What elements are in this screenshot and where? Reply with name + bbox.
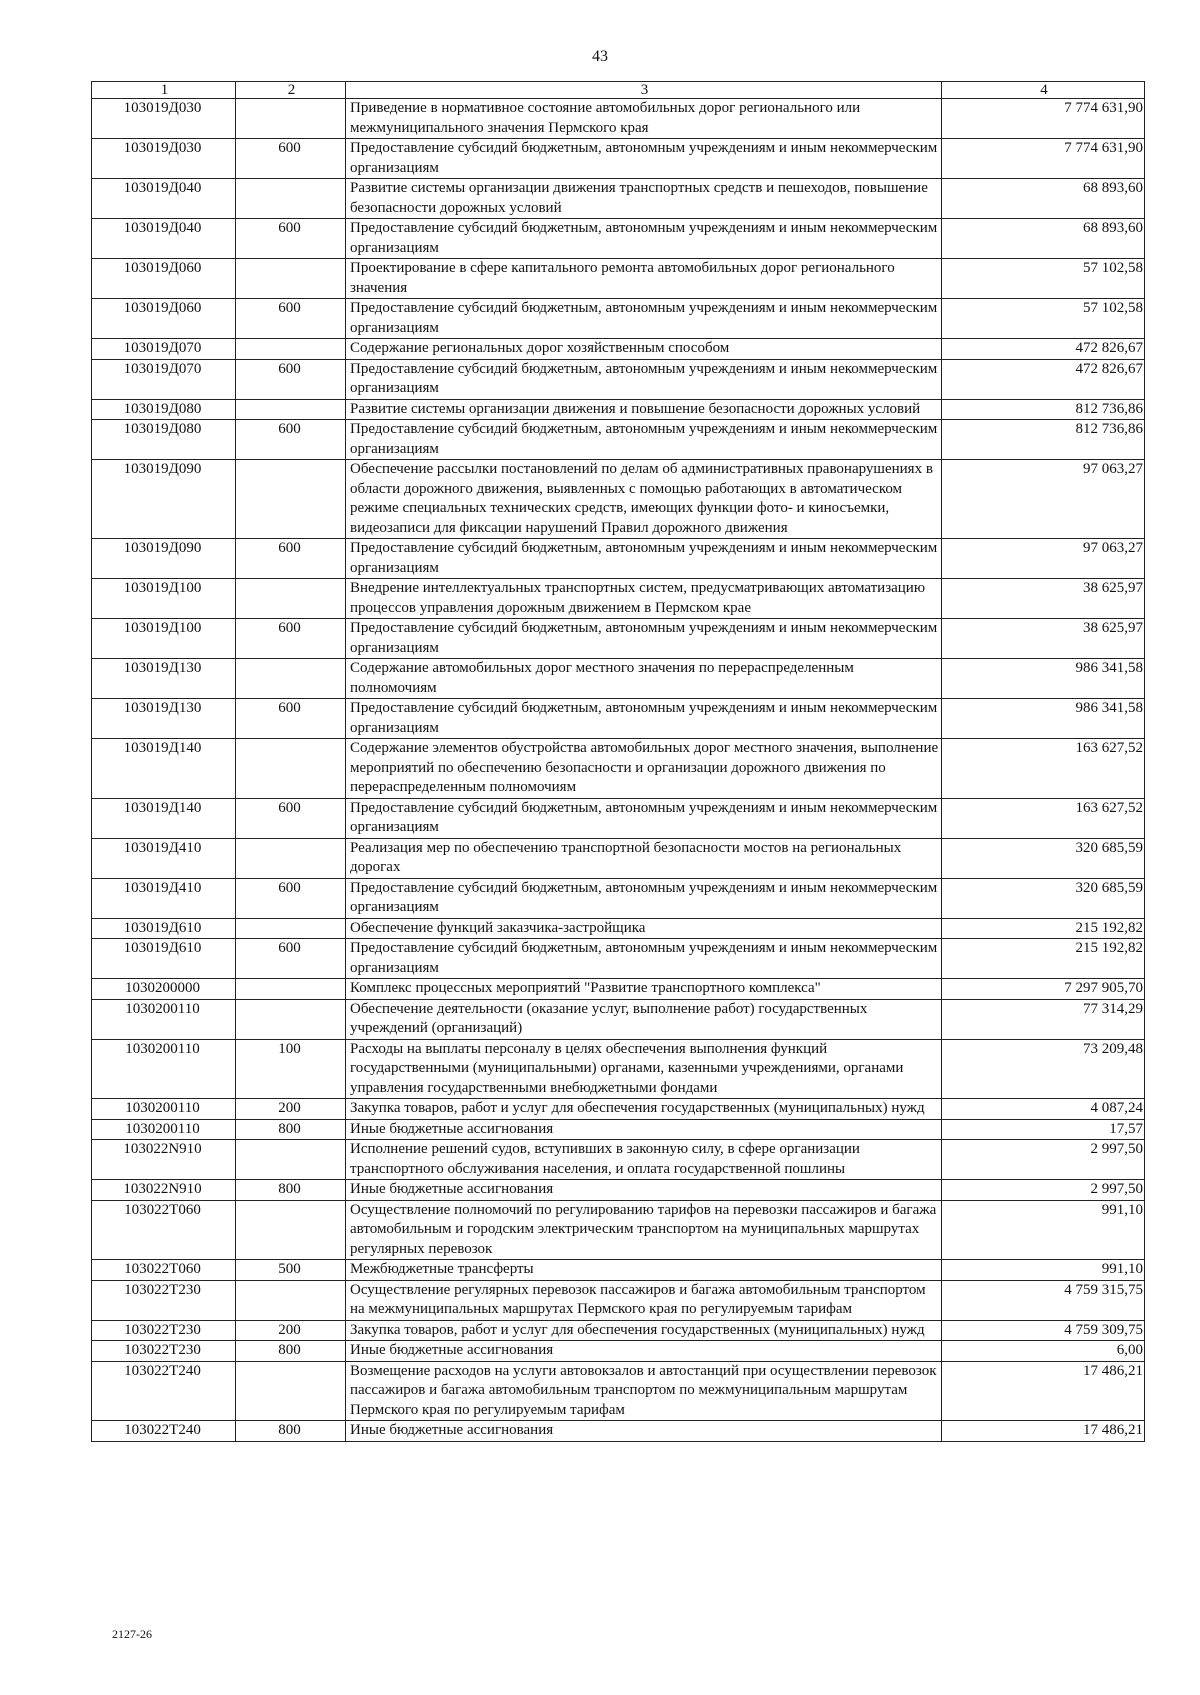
table-row bbox=[92, 1180, 1145, 1201]
description-cell: Предоставление субсидий бюджетным, автономным учреждениям и иным некоммерческим организациям bbox=[346, 420, 942, 460]
table-row bbox=[92, 579, 1145, 619]
amount-cell: 7 774 631,90 bbox=[942, 139, 1145, 179]
page-number: 43 bbox=[592, 48, 608, 65]
amount-cell: 7 297 905,70 bbox=[942, 979, 1145, 1000]
expense-type-cell: 600 bbox=[236, 359, 346, 399]
column-header-3: 3 bbox=[346, 82, 942, 99]
table-row bbox=[92, 1039, 1145, 1099]
column-header-2: 2 bbox=[236, 82, 346, 99]
expense-type-cell: 600 bbox=[236, 299, 346, 339]
target-code-cell: 103019Д080 bbox=[92, 399, 236, 420]
expense-type-cell: 800 bbox=[236, 1180, 346, 1201]
table-row bbox=[92, 1260, 1145, 1281]
amount-cell: 68 893,60 bbox=[942, 179, 1145, 219]
document-code: 2127-26 bbox=[112, 1627, 152, 1641]
amount-cell: 986 341,58 bbox=[942, 699, 1145, 739]
amount-cell: 97 063,27 bbox=[942, 460, 1145, 539]
target-code-cell: 103019Д060 bbox=[92, 259, 236, 299]
table-row bbox=[92, 99, 1145, 139]
target-code-cell: 103022Т060 bbox=[92, 1200, 236, 1260]
target-code-cell: 1030200110 bbox=[92, 999, 236, 1039]
expense-type-cell bbox=[236, 99, 346, 139]
amount-cell: 163 627,52 bbox=[942, 739, 1145, 799]
amount-cell: 812 736,86 bbox=[942, 420, 1145, 460]
target-code-cell: 103019Д090 bbox=[92, 460, 236, 539]
target-code-cell: 103022N910 bbox=[92, 1140, 236, 1180]
target-code-cell: 103019Д410 bbox=[92, 878, 236, 918]
amount-cell: 472 826,67 bbox=[942, 339, 1145, 360]
amount-cell: 986 341,58 bbox=[942, 659, 1145, 699]
target-code-cell: 103019Д040 bbox=[92, 179, 236, 219]
table-row bbox=[92, 939, 1145, 979]
expense-type-cell bbox=[236, 579, 346, 619]
expense-type-cell bbox=[236, 739, 346, 799]
description-cell: Иные бюджетные ассигнования bbox=[346, 1180, 942, 1201]
description-cell: Закупка товаров, работ и услуг для обеспечения государственных (муниципальных) нужд bbox=[346, 1320, 942, 1341]
target-code-cell: 103019Д410 bbox=[92, 838, 236, 878]
description-cell: Развитие системы организации движения и повышение безопасности дорожных условий bbox=[346, 399, 942, 420]
table-body bbox=[92, 99, 1145, 1442]
expense-type-cell: 800 bbox=[236, 1119, 346, 1140]
expense-type-cell bbox=[236, 1200, 346, 1260]
expense-type-cell bbox=[236, 399, 346, 420]
description-cell: Проектирование в сфере капитального ремонта автомобильных дорог регионального значения bbox=[346, 259, 942, 299]
description-cell: Предоставление субсидий бюджетным, автономным учреждениям и иным некоммерческим организациям bbox=[346, 939, 942, 979]
amount-cell: 991,10 bbox=[942, 1200, 1145, 1260]
expense-type-cell bbox=[236, 179, 346, 219]
target-code-cell: 1030200110 bbox=[92, 1099, 236, 1120]
budget-table bbox=[91, 81, 1145, 1442]
expense-type-cell bbox=[236, 1140, 346, 1180]
amount-cell: 472 826,67 bbox=[942, 359, 1145, 399]
expense-type-cell bbox=[236, 1280, 346, 1320]
amount-cell: 2 997,50 bbox=[942, 1140, 1145, 1180]
target-code-cell: 1030200110 bbox=[92, 1039, 236, 1099]
target-code-cell: 103022Т230 bbox=[92, 1320, 236, 1341]
description-cell: Реализация мер по обеспечению транспортной безопасности мостов на региональных дорогах bbox=[346, 838, 942, 878]
expense-type-cell: 100 bbox=[236, 1039, 346, 1099]
expense-type-cell bbox=[236, 999, 346, 1039]
amount-cell: 17 486,21 bbox=[942, 1421, 1145, 1442]
amount-cell: 7 774 631,90 bbox=[942, 99, 1145, 139]
table-row bbox=[92, 739, 1145, 799]
amount-cell: 57 102,58 bbox=[942, 259, 1145, 299]
description-cell: Содержание элементов обустройства автомобильных дорог местного значения, выполнение мероприятий по обеспечению безопасности и организации дорожного движения по перераспределенным полномочиям bbox=[346, 739, 942, 799]
target-code-cell: 103019Д030 bbox=[92, 139, 236, 179]
table-row bbox=[92, 1119, 1145, 1140]
amount-cell: 17,57 bbox=[942, 1119, 1145, 1140]
description-cell: Осуществление регулярных перевозок пассажиров и багажа автомобильным транспортом на межмуниципальных маршрутах Пермского края по регулируемым тарифам bbox=[346, 1280, 942, 1320]
amount-cell: 38 625,97 bbox=[942, 579, 1145, 619]
table-row bbox=[92, 179, 1145, 219]
table-row bbox=[92, 1099, 1145, 1120]
table-row bbox=[92, 619, 1145, 659]
table-row bbox=[92, 878, 1145, 918]
table-row bbox=[92, 999, 1145, 1039]
column-header-1: 1 bbox=[92, 82, 236, 99]
expense-type-cell bbox=[236, 659, 346, 699]
description-cell: Развитие системы организации движения транспортных средств и пешеходов, повышение безопасности дорожных условий bbox=[346, 179, 942, 219]
description-cell: Межбюджетные трансферты bbox=[346, 1260, 942, 1281]
target-code-cell: 103022N910 bbox=[92, 1180, 236, 1201]
description-cell: Осуществление полномочий по регулированию тарифов на перевозки пассажиров и багажа автомобильным и городским электрическим транспортом на муниципальных маршрутах регулярных перевозок bbox=[346, 1200, 942, 1260]
expense-type-cell: 600 bbox=[236, 539, 346, 579]
table-row bbox=[92, 399, 1145, 420]
column-number-row bbox=[92, 82, 1145, 99]
target-code-cell: 103019Д040 bbox=[92, 219, 236, 259]
amount-cell: 215 192,82 bbox=[942, 939, 1145, 979]
target-code-cell: 103019Д140 bbox=[92, 739, 236, 799]
table-row bbox=[92, 299, 1145, 339]
description-cell: Обеспечение рассылки постановлений по делам об административных правонарушениях в области дорожного движения, выявленных с помощью работающих в автоматическом режиме специальных технических средств, имеющих функции фото- и киносъемки, видеозаписи для фиксации нарушений Правил дорожного движения bbox=[346, 460, 942, 539]
expense-type-cell: 600 bbox=[236, 619, 346, 659]
expense-type-cell bbox=[236, 918, 346, 939]
expense-type-cell bbox=[236, 339, 346, 360]
table-row bbox=[92, 918, 1145, 939]
amount-cell: 215 192,82 bbox=[942, 918, 1145, 939]
target-code-cell: 103019Д090 bbox=[92, 539, 236, 579]
table-row bbox=[92, 699, 1145, 739]
table-row bbox=[92, 798, 1145, 838]
description-cell: Предоставление субсидий бюджетным, автономным учреждениям и иным некоммерческим организациям bbox=[346, 139, 942, 179]
target-code-cell: 103022Т240 bbox=[92, 1421, 236, 1442]
expense-type-cell: 600 bbox=[236, 420, 346, 460]
amount-cell: 57 102,58 bbox=[942, 299, 1145, 339]
amount-cell: 320 685,59 bbox=[942, 878, 1145, 918]
description-cell: Содержание региональных дорог хозяйственным способом bbox=[346, 339, 942, 360]
expense-type-cell: 600 bbox=[236, 878, 346, 918]
expense-type-cell: 600 bbox=[236, 139, 346, 179]
table-row bbox=[92, 1421, 1145, 1442]
amount-cell: 77 314,29 bbox=[942, 999, 1145, 1039]
expense-type-cell bbox=[236, 259, 346, 299]
table-row bbox=[92, 1361, 1145, 1421]
description-cell: Внедрение интеллектуальных транспортных систем, предусматривающих автоматизацию процессов управления дорожным движением в Пермском крае bbox=[346, 579, 942, 619]
target-code-cell: 103019Д030 bbox=[92, 99, 236, 139]
table-row bbox=[92, 460, 1145, 539]
target-code-cell: 103019Д080 bbox=[92, 420, 236, 460]
description-cell: Предоставление субсидий бюджетным, автономным учреждениям и иным некоммерческим организациям bbox=[346, 219, 942, 259]
table-row bbox=[92, 1341, 1145, 1362]
table-row bbox=[92, 359, 1145, 399]
table-row bbox=[92, 339, 1145, 360]
table-row bbox=[92, 838, 1145, 878]
expense-type-cell bbox=[236, 1361, 346, 1421]
description-cell: Предоставление субсидий бюджетным, автономным учреждениям и иным некоммерческим организациям bbox=[346, 359, 942, 399]
target-code-cell: 103019Д610 bbox=[92, 918, 236, 939]
target-code-cell: 103022Т060 bbox=[92, 1260, 236, 1281]
description-cell: Предоставление субсидий бюджетным, автономным учреждениям и иным некоммерческим организациям bbox=[346, 699, 942, 739]
table-row bbox=[92, 539, 1145, 579]
amount-cell: 163 627,52 bbox=[942, 798, 1145, 838]
amount-cell: 38 625,97 bbox=[942, 619, 1145, 659]
expense-type-cell bbox=[236, 460, 346, 539]
amount-cell: 6,00 bbox=[942, 1341, 1145, 1362]
target-code-cell: 103019Д100 bbox=[92, 619, 236, 659]
table-row bbox=[92, 1280, 1145, 1320]
description-cell: Иные бюджетные ассигнования bbox=[346, 1341, 942, 1362]
description-cell: Приведение в нормативное состояние автомобильных дорог регионального или межмуниципального значения Пермского края bbox=[346, 99, 942, 139]
description-cell: Предоставление субсидий бюджетным, автономным учреждениям и иным некоммерческим организациям bbox=[346, 619, 942, 659]
expense-type-cell: 200 bbox=[236, 1320, 346, 1341]
target-code-cell: 103019Д070 bbox=[92, 339, 236, 360]
table-row bbox=[92, 1320, 1145, 1341]
amount-cell: 4 759 309,75 bbox=[942, 1320, 1145, 1341]
amount-cell: 73 209,48 bbox=[942, 1039, 1145, 1099]
target-code-cell: 103019Д140 bbox=[92, 798, 236, 838]
table-row bbox=[92, 139, 1145, 179]
expense-type-cell: 600 bbox=[236, 219, 346, 259]
target-code-cell: 103019Д060 bbox=[92, 299, 236, 339]
target-code-cell: 103022Т240 bbox=[92, 1361, 236, 1421]
table-row bbox=[92, 420, 1145, 460]
description-cell: Комплекс процессных мероприятий "Развитие транспортного комплекса" bbox=[346, 979, 942, 1000]
target-code-cell: 1030200110 bbox=[92, 1119, 236, 1140]
target-code-cell: 1030200000 bbox=[92, 979, 236, 1000]
expense-type-cell: 200 bbox=[236, 1099, 346, 1120]
table-row bbox=[92, 259, 1145, 299]
column-header-4: 4 bbox=[942, 82, 1145, 99]
description-cell: Предоставление субсидий бюджетным, автономным учреждениям и иным некоммерческим организациям bbox=[346, 798, 942, 838]
description-cell: Обеспечение функций заказчика-застройщика bbox=[346, 918, 942, 939]
amount-cell: 17 486,21 bbox=[942, 1361, 1145, 1421]
amount-cell: 812 736,86 bbox=[942, 399, 1145, 420]
expense-type-cell bbox=[236, 979, 346, 1000]
description-cell: Предоставление субсидий бюджетным, автономным учреждениям и иным некоммерческим организациям bbox=[346, 878, 942, 918]
description-cell: Расходы на выплаты персоналу в целях обеспечения выполнения функций государственными (муниципальными) органами, казенными учреждениями, органами управления государственными внебюджетными фондами bbox=[346, 1039, 942, 1099]
description-cell: Предоставление субсидий бюджетным, автономным учреждениям и иным некоммерческим организациям bbox=[346, 539, 942, 579]
amount-cell: 4 759 315,75 bbox=[942, 1280, 1145, 1320]
description-cell: Иные бюджетные ассигнования bbox=[346, 1119, 942, 1140]
target-code-cell: 103019Д130 bbox=[92, 659, 236, 699]
target-code-cell: 103019Д100 bbox=[92, 579, 236, 619]
description-cell: Иные бюджетные ассигнования bbox=[346, 1421, 942, 1442]
table-row bbox=[92, 979, 1145, 1000]
amount-cell: 97 063,27 bbox=[942, 539, 1145, 579]
amount-cell: 320 685,59 bbox=[942, 838, 1145, 878]
target-code-cell: 103019Д130 bbox=[92, 699, 236, 739]
target-code-cell: 103019Д610 bbox=[92, 939, 236, 979]
description-cell: Обеспечение деятельности (оказание услуг, выполнение работ) государственных учреждений (организаций) bbox=[346, 999, 942, 1039]
amount-cell: 991,10 bbox=[942, 1260, 1145, 1281]
amount-cell: 2 997,50 bbox=[942, 1180, 1145, 1201]
table-row bbox=[92, 1200, 1145, 1260]
expense-type-cell: 600 bbox=[236, 939, 346, 979]
description-cell: Предоставление субсидий бюджетным, автономным учреждениям и иным некоммерческим организациям bbox=[346, 299, 942, 339]
table-row bbox=[92, 219, 1145, 259]
target-code-cell: 103022Т230 bbox=[92, 1341, 236, 1362]
expense-type-cell: 600 bbox=[236, 699, 346, 739]
target-code-cell: 103019Д070 bbox=[92, 359, 236, 399]
target-code-cell: 103022Т230 bbox=[92, 1280, 236, 1320]
expense-type-cell: 500 bbox=[236, 1260, 346, 1281]
expense-type-cell: 600 bbox=[236, 798, 346, 838]
description-cell: Исполнение решений судов, вступивших в законную силу, в сфере организации транспортного обслуживания населения, и оплата государственной пошлины bbox=[346, 1140, 942, 1180]
description-cell: Содержание автомобильных дорог местного значения по перераспределенным полномочиям bbox=[346, 659, 942, 699]
description-cell: Закупка товаров, работ и услуг для обеспечения государственных (муниципальных) нужд bbox=[346, 1099, 942, 1120]
amount-cell: 68 893,60 bbox=[942, 219, 1145, 259]
table-row bbox=[92, 1140, 1145, 1180]
expense-type-cell: 800 bbox=[236, 1341, 346, 1362]
table-row bbox=[92, 659, 1145, 699]
amount-cell: 4 087,24 bbox=[942, 1099, 1145, 1120]
description-cell: Возмещение расходов на услуги автовокзалов и автостанций при осуществлении перевозок пассажиров и багажа автомобильным транспортом по межмуниципальным маршрутам Пермского края по регулируемым тарифам bbox=[346, 1361, 942, 1421]
expense-type-cell bbox=[236, 838, 346, 878]
expense-type-cell: 800 bbox=[236, 1421, 346, 1442]
